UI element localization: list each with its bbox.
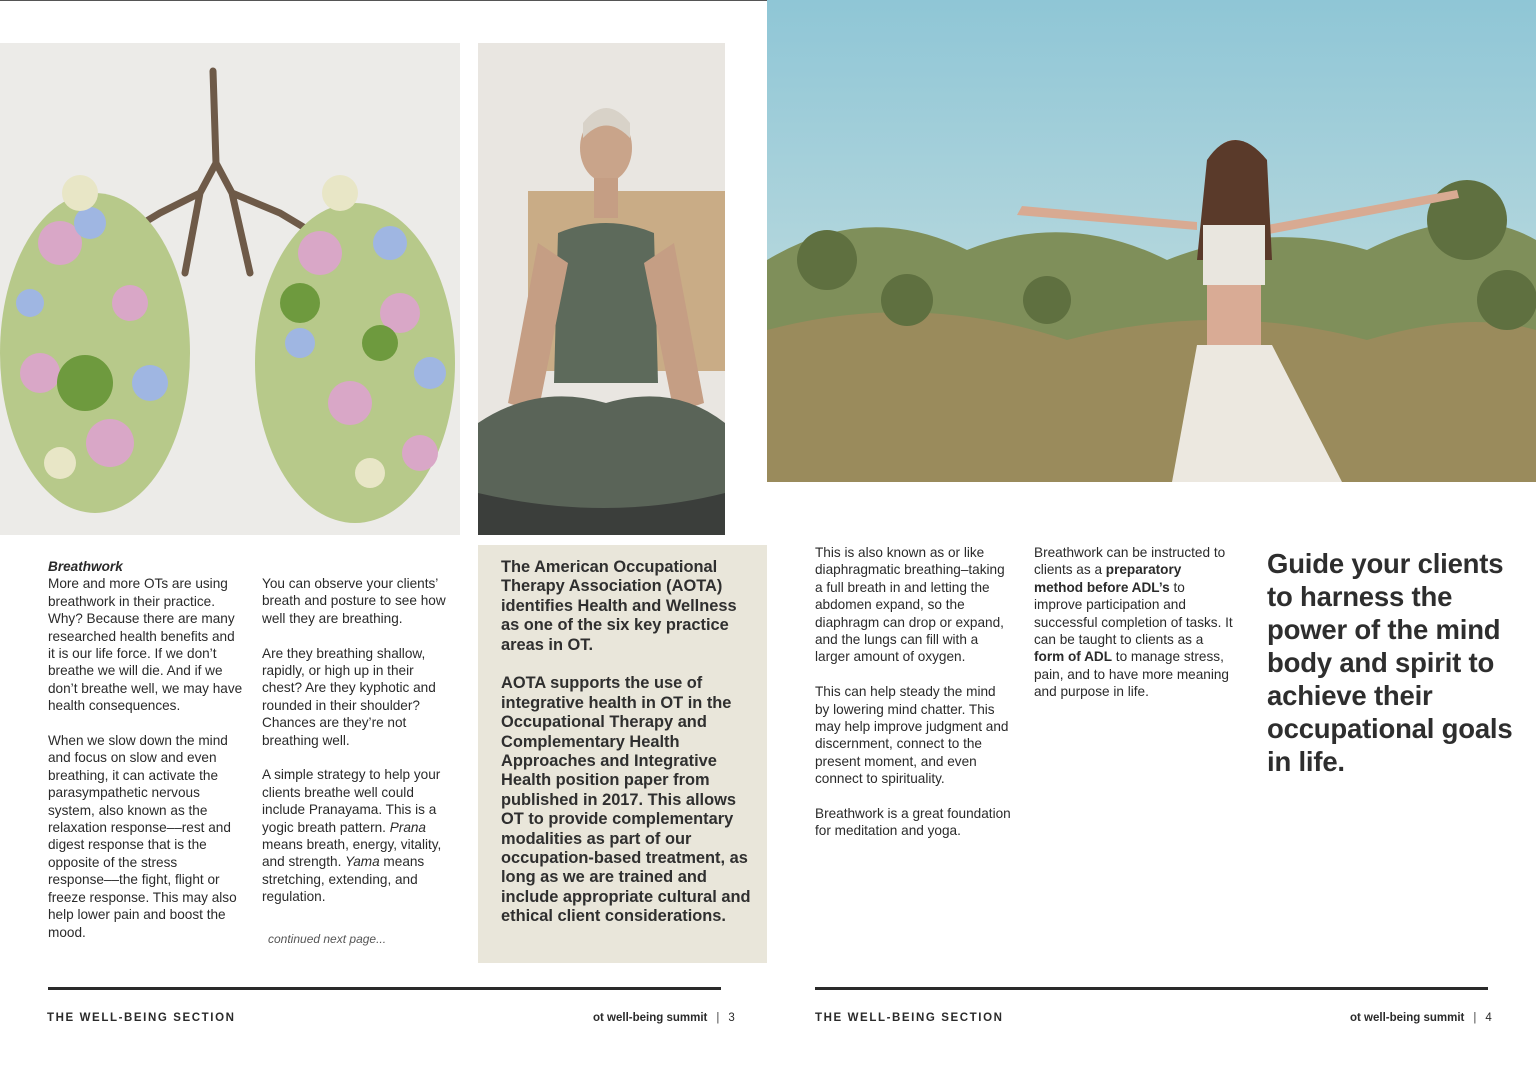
- adl-text-2: to improve participation and successful completion of tasks. It can be taught to clients as a: [1034, 579, 1233, 648]
- left-col2-paragraph-3: [262, 766, 457, 905]
- yama-definition: means stretching, extending, and regulation.: [262, 854, 425, 905]
- left-footer-separator: |: [716, 1012, 720, 1024]
- left-col1-paragraph-2: When we slow down the mind and focus on slow and even breathing, it can activate the parasympathetic nervous system, also known as the relaxation response––rest and digest response that is the opposite of the stress response––the fight, flight or freeze response. This may also help lower pain and boost the mood.: [48, 733, 237, 940]
- preparatory-method-term: preparatory method before ADL’s: [1034, 562, 1182, 595]
- left-footer-brand-page: [593, 1012, 735, 1024]
- right-page-number: 4: [1485, 1012, 1492, 1024]
- yama-term: Yama: [345, 854, 380, 870]
- right-footer-separator: |: [1473, 1012, 1477, 1024]
- continued-note: continued next page...: [268, 932, 387, 946]
- field-breathing-photo: [767, 0, 1536, 482]
- aota-callout-box: [478, 545, 767, 963]
- pranayama-text: A simple strategy to help your clients breathe well could include Pranayama. This is a yogic breath pattern.: [262, 767, 441, 835]
- adl-text-3: to manage stress, pain, and to have more meaning and purpose in life.: [1034, 649, 1229, 700]
- adl-text-1: Breathwork can be instructed to clients as a: [1034, 545, 1226, 578]
- left-col1-paragraph-1: More and more OTs are using breathwork in their practice. Why? Because there are many researched health benefits and it is our life force. If we don’t breathe we will die. And if we don’t breathe well, we may have health consequences.: [48, 576, 243, 714]
- left-col2-paragraph-1: You can observe your clients’ breath and posture to see how well they are breathing.: [262, 576, 446, 626]
- right-column-2: [1034, 544, 1234, 718]
- right-col1-paragraph-2: This can help steady the mind by lowering mind chatter. This may help improve judgment and discernment, connect to the present moment, and even connect to spirituality.: [815, 684, 1009, 787]
- left-column-2: [262, 575, 457, 923]
- callout-paragraph-1: The American Occupational Therapy Association (AOTA) identifies Health and Wellness as one of the six key practice areas in OT.: [501, 558, 737, 654]
- right-col2-paragraph: [1034, 544, 1234, 701]
- floral-lungs-photo: [0, 43, 460, 535]
- left-column-1: [48, 558, 243, 958]
- section-kicker: Breathwork: [48, 559, 123, 574]
- left-footer-brand: ot well-being summit: [593, 1012, 708, 1024]
- left-footer-rule: [48, 987, 721, 990]
- left-footer-section: THE WELL-BEING SECTION: [47, 1012, 236, 1024]
- right-footer-rule: [815, 987, 1488, 990]
- right-col1-paragraph-1: This is also known as or like diaphragmatic breathing–taking a full breath in and letting the abdomen expand, so the diaphragm can drop or expand, and the lungs can fill with a larger amount of oxygen.: [815, 545, 1005, 665]
- right-col1-paragraph-3: Breathwork is a great foundation for meditation and yoga.: [815, 806, 1011, 839]
- callout-paragraph-2: AOTA supports the use of integrative health in OT in the Occupational Therapy and Complementary Health Approaches and Integrative Health position paper from published in 2017. This allows OT to provide complementary modalities as part of our occupation-based treatment, as long as we are trained and include appropriate cultural and ethical client considerations.: [501, 674, 751, 926]
- form-of-adl-term: form of ADL: [1034, 649, 1113, 665]
- right-footer-section: THE WELL-BEING SECTION: [815, 1012, 1004, 1024]
- left-col2-paragraph-2: Are they breathing shallow, rapidly, or high up in their chest? Are they kyphotic and rounded in their shoulder? Chances are they’re not breathing well.: [262, 645, 436, 748]
- prana-definition: means breath, energy, vitality, and strength.: [262, 837, 442, 870]
- left-page-number: 3: [728, 1012, 735, 1024]
- right-column-1: [815, 544, 1013, 857]
- prana-term: Prana: [389, 819, 426, 835]
- right-footer-brand: ot well-being summit: [1350, 1012, 1465, 1024]
- pull-quote: Guide your clients to harness the power of the mind body and spirit to achieve their occupational goals in life.: [1267, 548, 1513, 777]
- right-footer-brand-page: [1350, 1012, 1492, 1024]
- meditation-photo: [478, 43, 725, 535]
